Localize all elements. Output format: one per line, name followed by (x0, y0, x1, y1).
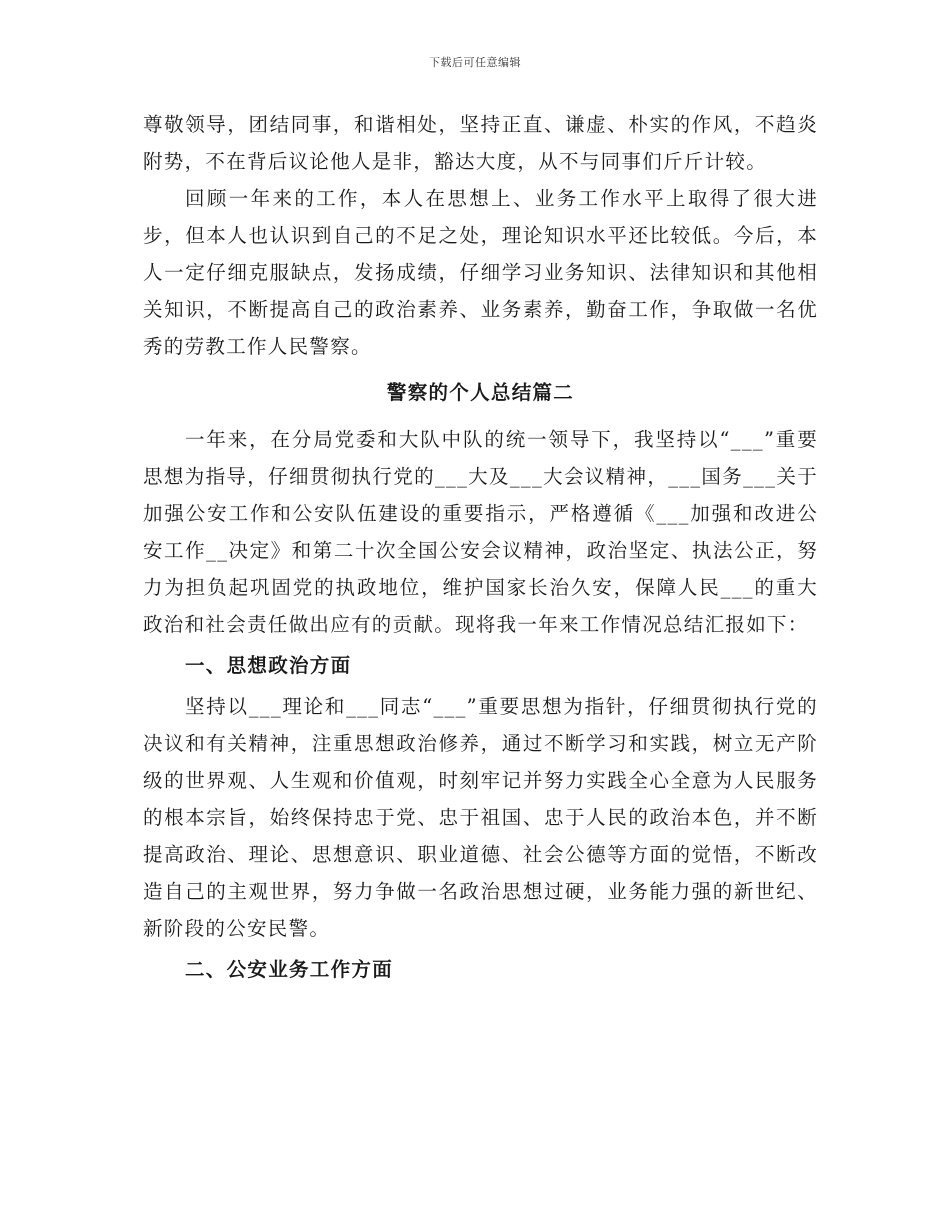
heading-ideology: 一、思想政治方面 (185, 654, 352, 677)
page-header: 下载后可任意编辑 (429, 56, 521, 69)
heading-police-work: 二、公安业务工作方面 (185, 958, 394, 981)
document-body (143, 106, 818, 988)
paragraph-3: 一年来，在分局党委和大队中队的统一领导下，我坚持以“___”重要思想为指导，仔细贯彻执行党的___大及___大会议精神，___国务___关于加强公安工作和公安队伍建设的重要指示，严格遵循《___加强和改进公安工作__决定》和第二十次全国公安会议精神，政治坚定、执法公正，努力为担负起巩固党的执政地位，维护国家长治久安，保障人民___的重大政治和社会责任做出应有的贡献。现将我一年来工作情况总结汇报如下： (143, 428, 818, 636)
paragraph-1: 尊敬领导，团结同事，和谐相处，坚持正直、谦虚、朴实的作风，不趋炎附势，不在背后议论他人是非，豁达大度，从不与同事们斤斤计较。 (143, 113, 818, 173)
paragraph-4: 坚持以___理论和___同志“___”重要思想为指针，仔细贯彻执行党的决议和有关精神，注重思想政治修养，通过不断学习和实践，树立无产阶级的世界观、人生观和价值观，时刻牢记并努力实践全心全意为人民服务的根本宗旨，始终保持忠于党、忠于祖国、忠于人民的政治本色，并不断提高政治、理论、思想意识、职业道德、社会公德等方面的觉悟，不断改造自己的主观世界，努力争做一名政治思想过硬，业务能力强的新世纪、新阶段的公安民警。 (143, 695, 818, 940)
paragraph-2: 回顾一年来的工作，本人在思想上、业务工作水平上取得了很大进步，但本人也认识到自己的不足之处，理论知识水平还比较低。今后，本人一定仔细克服缺点，发扬成绩，仔细学习业务知识、法律知识和其他相关知识，不断提高自己的政治素养、业务素养，勤奋工作，争取做一名优秀的劳教工作人民警察。 (143, 187, 818, 358)
section-title: 警察的个人总结篇二 (386, 381, 575, 404)
